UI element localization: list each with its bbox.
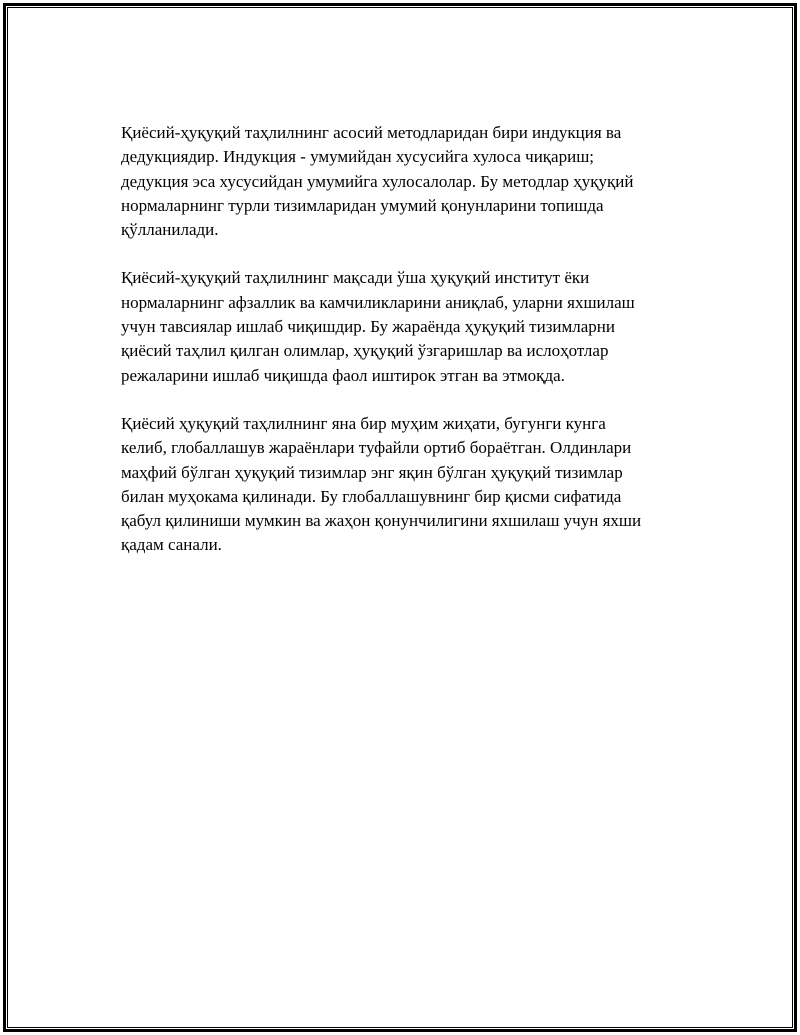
text-line: маҳфий бўлган ҳуқуқий тизимлар энг яқин бўлган ҳуқуқий тизимлар: [121, 462, 623, 482]
text-line: дедукциядир. Индукция - умумийдан хусусийга хулоса чиқариш;: [121, 147, 595, 167]
text-line: келиб, глобаллашув жараёнлари туфайли ортиб бораётган. Олдинлари: [121, 438, 632, 458]
text-line: қўлланилади.: [121, 220, 219, 240]
document-body: [121, 121, 701, 582]
paragraph-2: [121, 266, 701, 387]
text-line: билан муҳокама қилинади. Бу глобаллашувнинг бир қисми сифатида: [121, 486, 622, 506]
text-line: Қиёсий-ҳуқуқий таҳлилнинг асосий методларидан бири индукция ва: [121, 123, 622, 142]
paragraph-1: [121, 121, 701, 242]
text-line: Қиёсий-ҳуқуқий таҳлилнинг мақсади ўша ҳуқуқий институт ёки: [121, 268, 590, 288]
text-line: Қиёсий ҳуқуқий таҳлилнинг яна бир муҳим жиҳати, бугунги кунга: [121, 413, 606, 433]
text-line: дедукция эса хусусийдан умумийга хулосалолар. Бу методлар ҳуқуқий: [121, 171, 634, 191]
text-line: режаларини ишлаб чиқишда фаол иштирок этган ва этмоқда.: [121, 365, 565, 385]
text-line: қиёсий таҳлил қилган олимлар, ҳуқуқий ўзгаришлар ва ислоҳотлар: [121, 341, 609, 361]
text-line: нормаларнинг афзаллик ва камчиликларини аниқлаб, уларни яхшилаш: [121, 292, 635, 312]
text-line: учун тавсиялар ишлаб чиқишдир. Бу жараёнда ҳуқуқий тизимларни: [121, 317, 616, 337]
text-line: қабул қилиниши мумкин ва жаҳон қонунчилигини яхшилаш учун яхши: [121, 511, 642, 531]
text-line: қадам санали.: [121, 535, 222, 555]
text-line: нормаларнинг турли тизимларидан умумий қонунларини топишда: [121, 195, 604, 215]
page-frame: [3, 3, 797, 1032]
paragraph-3: [121, 412, 701, 558]
